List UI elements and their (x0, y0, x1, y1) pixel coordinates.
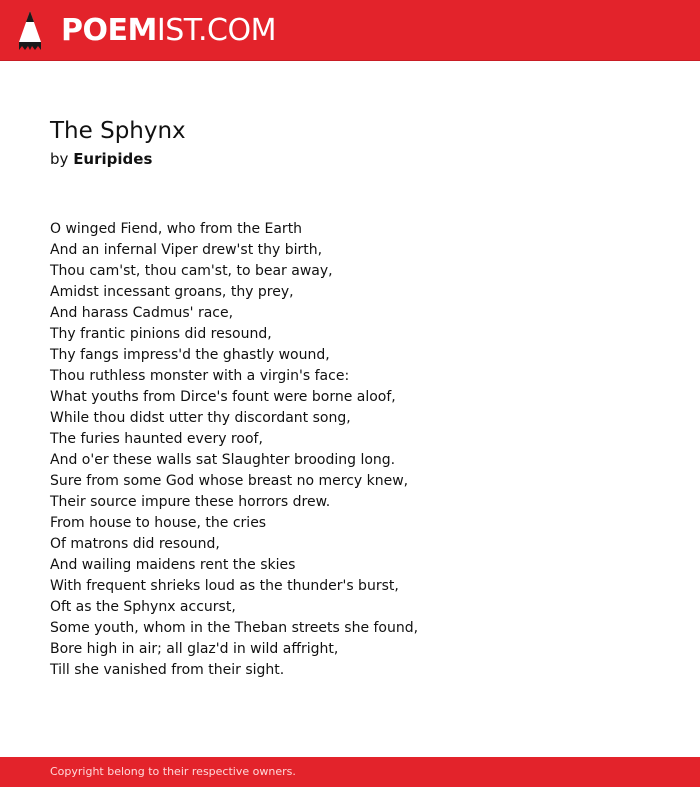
poem-line: The furies haunted every roof, (50, 431, 263, 447)
poem-line: Thy fangs impress'd the ghastly wound, (50, 347, 330, 363)
logo-light-text: IST.COM (156, 13, 276, 48)
poem-line: Their source impure these horrors drew. (50, 494, 331, 510)
poem-line: Bore high in air; all glaz'd in wild affright, (50, 641, 339, 657)
poem-line: While thou didst utter thy discordant song, (50, 410, 351, 426)
poem-line: And o'er these walls sat Slaughter brooding long. (50, 452, 396, 468)
poem-title: The Sphynx (50, 118, 186, 144)
poem-line: Amidst incessant groans, thy prey, (50, 284, 294, 300)
poem-line: Thou ruthless monster with a virgin's face: (50, 368, 350, 384)
site-logo[interactable] (61, 11, 276, 51)
by-label: by (50, 150, 69, 168)
site-footer (0, 757, 700, 787)
poem-line: Thy frantic pinions did resound, (50, 326, 272, 342)
poem-body (50, 219, 650, 681)
poem-author: Euripides (73, 150, 153, 168)
poem-line: And wailing maidens rent the skies (50, 557, 296, 573)
poem-line: Oft as the Sphynx accurst, (50, 599, 236, 615)
poem-line: What youths from Dirce's fount were borne aloof, (50, 389, 396, 405)
poem-line: With frequent shrieks loud as the thunder's burst, (50, 578, 399, 594)
poem-line: From house to house, the cries (50, 515, 267, 531)
poem-line: Of matrons did resound, (50, 536, 220, 552)
copyright-text: Copyright belong to their respective owners. (50, 765, 296, 778)
poem-line: Sure from some God whose breast no mercy knew, (50, 473, 409, 489)
poem-byline (50, 149, 152, 169)
poem-line: And an infernal Viper drew'st thy birth, (50, 242, 323, 258)
site-header (0, 0, 700, 61)
poem-line: And harass Cadmus' race, (50, 305, 234, 321)
logo-bold-text: POEM (61, 13, 157, 48)
poem-line: Till she vanished from their sight. (50, 662, 285, 678)
pencil-tip-icon[interactable] (18, 10, 42, 51)
poem-line: Thou cam'st, thou cam'st, to bear away, (50, 263, 333, 279)
poem-line: Some youth, whom in the Theban streets she found, (50, 620, 419, 636)
poem-line: O winged Fiend, who from the Earth (50, 221, 303, 237)
